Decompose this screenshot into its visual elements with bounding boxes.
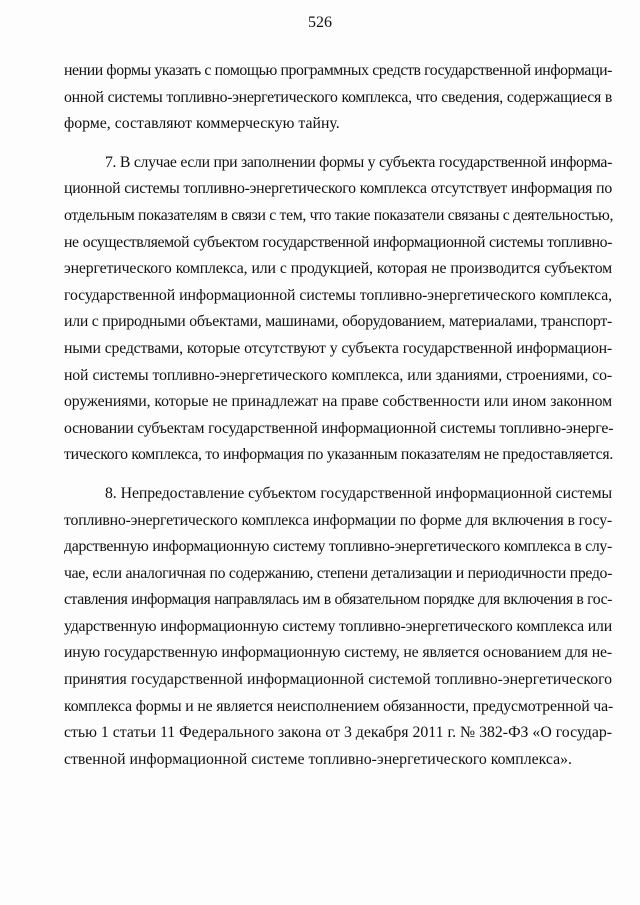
text-line: чае, если аналогичная по содержанию, степени детализации и периодичности предо-	[64, 564, 612, 582]
text-line: стью 1 статьи 11 Федерального закона от 3 декабря 2011 г. № 382-ФЗ «О государ-	[64, 724, 612, 742]
text-line: тического комплекса, то информация по указанным показателям не предоставляется.	[64, 446, 613, 464]
text-line: ционной системы топливно-энергетического комплекса отсутствует информация по	[64, 180, 612, 198]
paragraph-continuation	[64, 58, 612, 138]
text-line: энергетического комплекса, или с продукцией, которая не производится субъектом	[64, 260, 612, 278]
document-body	[64, 58, 612, 773]
paragraph-item-8	[64, 481, 612, 774]
text-line: форме, составляют коммерческую тайну.	[64, 115, 340, 133]
text-line: онной системы топливно-энергетического комплекса, что сведения, содержащиеся в	[64, 88, 612, 106]
text-line: топливно-энергетического комплекса информации по форме для включения в госу-	[64, 511, 612, 529]
text-line: отдельным показателям в связи с тем, что такие показатели связаны с деятельностью,	[64, 206, 614, 224]
text-line: оружениями, которые не принадлежат на праве собственности или ином законном	[64, 393, 612, 411]
text-line: ударственную информационную систему топливно-энергетического комплекса или	[64, 617, 612, 635]
page-number: 526	[308, 14, 332, 31]
text-line: 8. Непредоставление субъектом государственной информационной системы	[105, 484, 612, 502]
text-line: иную государственную информационную систему, не является основанием для не-	[64, 644, 612, 662]
text-line: 7. В случае если при заполнении формы у субъекта государственной информа-	[105, 153, 612, 171]
text-line: основании субъектам государственной информационной системы топливно-энерге-	[64, 419, 614, 437]
text-line: ной системы топливно-энергетического комплекса, или зданиями, строениями, со-	[64, 366, 612, 384]
text-line: ными средствами, которые отсутствуют у субъекта государственной информацион-	[64, 339, 612, 357]
text-line: или с природными объектами, машинами, оборудованием, материалами, транспорт-	[64, 313, 612, 331]
text-line: государственной информационной системы топливно-энергетического комплекса,	[64, 286, 612, 304]
text-line: ставления информация направлялась им в обязательном порядке для включения в гос-	[64, 591, 612, 609]
text-line: дарственную информационную систему топливно-энергетического комплекса в слу-	[64, 538, 612, 556]
paragraph-item-7	[64, 150, 612, 469]
text-line: ственной информационной системе топливно-энергетического комплекса».	[64, 750, 572, 768]
text-line: не осуществляемой субъектом государственной информационной системы топливно-	[64, 233, 612, 251]
text-line: комплекса формы и не является неисполнением обязанности, предусмотренной ча-	[64, 697, 614, 715]
text-line: нении формы указать с помощью программных средств государственной информаци-	[64, 62, 612, 79]
text-line: принятия государственной информационной системой топливно-энергетического	[64, 671, 612, 689]
